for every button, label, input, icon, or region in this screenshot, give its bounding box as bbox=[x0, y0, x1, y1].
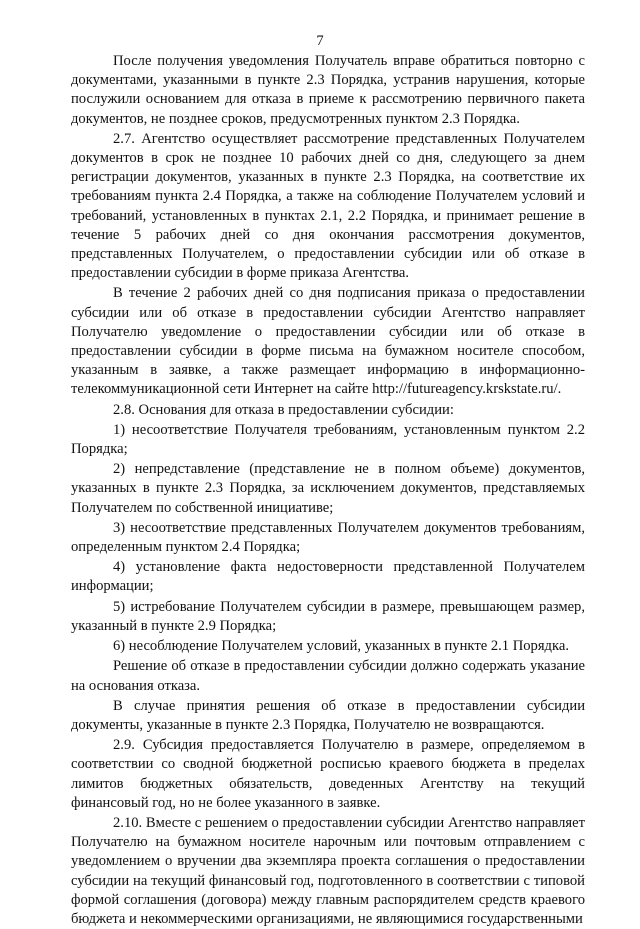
list-item-5: 5) истребование Получателем субсидии в размере, превышающем размер, указанный в пункте 2.9 Порядка; bbox=[71, 598, 585, 634]
paragraph-2-10: 2.10. Вместе с решением о предоставлении субсидии Агентство направляет Получателю на бумажном носителе нарочным или почтовым отправлением с уведомлением о вручении два экземпляра проекта соглашения о предоставлении субсидии на текущий финансовый год, подготовленного в соответствии с типовой формой соглашения (договора) между главным распорядителем средств краевого бюджета и некоммерческими организациями, не являющимися государственными bbox=[71, 814, 585, 927]
list-item-1: 1) несоответствие Получателя требованиям, установленным пунктом 2.2 Порядка; bbox=[71, 421, 585, 458]
paragraph-refusal-grounds: Решение об отказе в предоставлении субсидии должно содержать указание на основания отказа. bbox=[71, 658, 585, 694]
paragraph-2-9: 2.9. Субсидия предоставляется Получателю в размере, определяемом в соответствии со сводной бюджетной росписью краевого бюджета в пределах лимитов бюджетных обязательств, доведенных Агентству на текущий финансовый год, но не более указанного в заявке. bbox=[71, 737, 585, 811]
list-item-3: 3) несоответствие представленных Получателем документов требованиям, определенным пунктом 2.4 Порядка; bbox=[71, 519, 585, 556]
paragraph-2-8-heading: 2.8. Основания для отказа в предоставлении субсидии: bbox=[113, 401, 454, 418]
list-item-4: 4) установление факта недостоверности представленной Получателем информации; bbox=[71, 559, 585, 595]
paragraph-2-7: 2.7. Агентство осуществляет рассмотрение представленных Получателем документов в срок не позднее 10 рабочих дней со дня, следующего за днем регистрации документов, указанных в пункте 2.3 Порядка, на соответствие их требованиям пункта 2.4 Порядка, а также на соблюдение Получателем условий и требований, установленных в пунктах 2.1, 2.2 Порядка, и принимает решение в течение 5 рабочих дней со дня окончания рассмотрения документов, представленных Получателем, о предоставлении субсидии или об отказе в предоставлении субсидии в форме приказа Агентства. bbox=[71, 130, 585, 282]
paragraph-documents-not-returned: В случае принятия решения об отказе в предоставлении субсидии документы, указанные в пункте 2.3 Порядка, Получателю не возвращаются. bbox=[71, 697, 585, 733]
list-item-6: 6) несоблюдение Получателем условий, указанных в пункте 2.1 Порядка. bbox=[113, 638, 569, 655]
list-item-2: 2) непредставление (представление не в полном объеме) документов, указанных в пункте 2.3 Порядка, за исключением документов, представляемых Получателем по собственной инициативе; bbox=[71, 461, 585, 516]
paragraph-notification: В течение 2 рабочих дней со дня подписания приказа о предоставлении субсидии или об отказе в предоставлении субсидии Агентство направляет Получателю уведомление о предоставлении субсидии или об отказе в предоставлении субсидии в форме письма на бумажном носителе способом, указанным в заявке, а также размещает информацию в информационно-телекоммуникационной сети Интернет на сайте http://futureagency.krskstate.ru/. bbox=[71, 285, 585, 398]
page-number: 7 bbox=[316, 33, 324, 49]
document-body bbox=[71, 52, 585, 929]
paragraph-resubmission: После получения уведомления Получатель вправе обратиться повторно с документами, указанными в пункте 2.3 Порядка, устранив нарушения, которые послужили основанием для отказа в приеме к рассмотрению первичного пакета документов, не позднее сроков, предусмотренных пунктом 2.3 Порядка. bbox=[71, 53, 585, 127]
